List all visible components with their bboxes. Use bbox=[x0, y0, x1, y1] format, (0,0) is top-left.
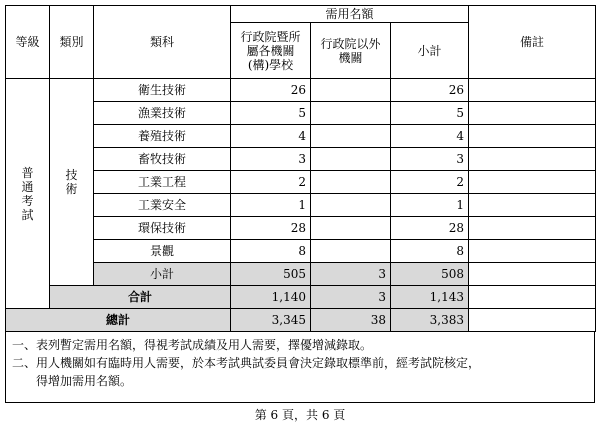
row-subtotal: 8 bbox=[391, 240, 469, 263]
row-subtotal: 28 bbox=[391, 217, 469, 240]
row-subject: 衛生技術 bbox=[94, 79, 231, 102]
header-other-agencies: 行政院以外 機關 bbox=[311, 23, 391, 79]
grand-total-label: 總計 bbox=[6, 309, 231, 332]
row-other bbox=[311, 125, 391, 148]
category-subtotal-total: 508 bbox=[391, 263, 469, 286]
row-subject: 環保技術 bbox=[94, 217, 231, 240]
row-remarks bbox=[469, 102, 596, 125]
row-remarks bbox=[469, 217, 596, 240]
quota-table bbox=[5, 5, 596, 332]
row-subject: 漁業技術 bbox=[94, 102, 231, 125]
row-other bbox=[311, 102, 391, 125]
row-subject: 養殖技術 bbox=[94, 125, 231, 148]
row-subtotal: 2 bbox=[391, 171, 469, 194]
row-subject: 景觀 bbox=[94, 240, 231, 263]
total-subtotal: 1,143 bbox=[391, 286, 469, 309]
header-category: 類別 bbox=[50, 6, 94, 79]
page-number: 第 6 頁，共 6 頁 bbox=[254, 408, 346, 422]
row-remarks bbox=[469, 286, 596, 309]
row-remarks bbox=[469, 309, 596, 332]
row-subject: 畜牧技術 bbox=[94, 148, 231, 171]
row-other bbox=[311, 194, 391, 217]
row-subtotal: 26 bbox=[391, 79, 469, 102]
header-needs: 需用名額 bbox=[231, 6, 469, 23]
row-remarks bbox=[469, 194, 596, 217]
row-exec: 2 bbox=[231, 171, 311, 194]
row-remarks bbox=[469, 79, 596, 102]
row-other bbox=[311, 171, 391, 194]
header-subtotal: 小計 bbox=[391, 23, 469, 79]
row-other bbox=[311, 79, 391, 102]
row-subtotal: 4 bbox=[391, 125, 469, 148]
header-grade: 等級 bbox=[6, 6, 50, 79]
row-exec: 5 bbox=[231, 102, 311, 125]
row-other bbox=[311, 148, 391, 171]
row-subject: 工業工程 bbox=[94, 171, 231, 194]
header-subject: 類科 bbox=[94, 6, 231, 79]
category-subtotal-other: 3 bbox=[311, 263, 391, 286]
row-exec: 8 bbox=[231, 240, 311, 263]
grade-cell: 普 通 考 試 bbox=[6, 79, 50, 309]
row-exec: 4 bbox=[231, 125, 311, 148]
total-label: 合計 bbox=[50, 286, 231, 309]
row-other bbox=[311, 217, 391, 240]
row-remarks bbox=[469, 263, 596, 286]
row-remarks bbox=[469, 148, 596, 171]
category-cell: 技 術 bbox=[50, 79, 94, 286]
row-exec: 3 bbox=[231, 148, 311, 171]
row-subtotal: 1 bbox=[391, 194, 469, 217]
grand-total-other: 38 bbox=[311, 309, 391, 332]
total-exec: 1,140 bbox=[231, 286, 311, 309]
row-exec: 28 bbox=[231, 217, 311, 240]
category-subtotal-exec: 505 bbox=[231, 263, 311, 286]
note-1: 一、表列暫定需用名額，得視考試成績及用人需要，擇優增減錄取。 bbox=[12, 338, 373, 352]
notes-box bbox=[5, 332, 595, 403]
header-remarks: 備註 bbox=[469, 6, 596, 79]
row-subtotal: 3 bbox=[391, 148, 469, 171]
note-2: 二、用人機關如有臨時用人需要，於本考試典試委員會決定錄取標準前，經考試院核定， bbox=[12, 356, 481, 370]
row-other bbox=[311, 240, 391, 263]
grand-total-subtotal: 3,383 bbox=[391, 309, 469, 332]
row-subject: 工業安全 bbox=[94, 194, 231, 217]
row-remarks bbox=[469, 171, 596, 194]
row-exec: 1 bbox=[231, 194, 311, 217]
category-subtotal-label: 小計 bbox=[94, 263, 231, 286]
row-remarks bbox=[469, 240, 596, 263]
row-exec: 26 bbox=[231, 79, 311, 102]
row-subtotal: 5 bbox=[391, 102, 469, 125]
row-remarks bbox=[469, 125, 596, 148]
header-exec-agencies: 行政院暨所 屬各機關 (構)學校 bbox=[231, 23, 311, 79]
total-other: 3 bbox=[311, 286, 391, 309]
grand-total-exec: 3,345 bbox=[231, 309, 311, 332]
note-2-continued: 得增加需用名額。 bbox=[36, 374, 133, 388]
